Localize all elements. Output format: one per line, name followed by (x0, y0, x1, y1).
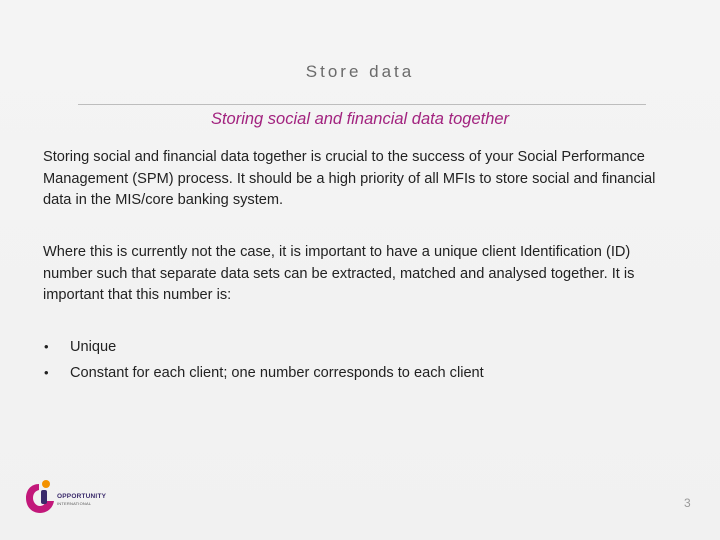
paragraph-client-id: Where this is currently not the case, it is important to have a unique client Identification (ID) number such that separate data sets can be extracted, matched and analysed together. It is important that this number is: (43, 244, 635, 303)
opportunity-international-logo-icon (24, 478, 56, 516)
logo-wordmark: OPPORTUNITY (57, 493, 107, 500)
slide-title: Store data (305, 62, 415, 81)
page-number: 3 (684, 496, 691, 510)
bullet-text: Unique (70, 339, 117, 355)
bullet-icon: • (44, 365, 49, 380)
opportunity-international-logo (24, 478, 114, 516)
logo-tagline: INTERNATIONAL (57, 501, 92, 506)
title-divider (78, 104, 646, 105)
bullet-icon: • (44, 339, 49, 354)
slide-subtitle: Storing social and financial data together (210, 110, 510, 128)
paragraph-intro: Storing social and financial data together is crucial to the success of your Social Performance Management (SPM) process. It should be a high priority of all MFIs to store social and financial data in the MIS/core banking system. (43, 149, 656, 208)
bullet-text: Constant for each client; one number corresponds to each client (70, 365, 484, 381)
